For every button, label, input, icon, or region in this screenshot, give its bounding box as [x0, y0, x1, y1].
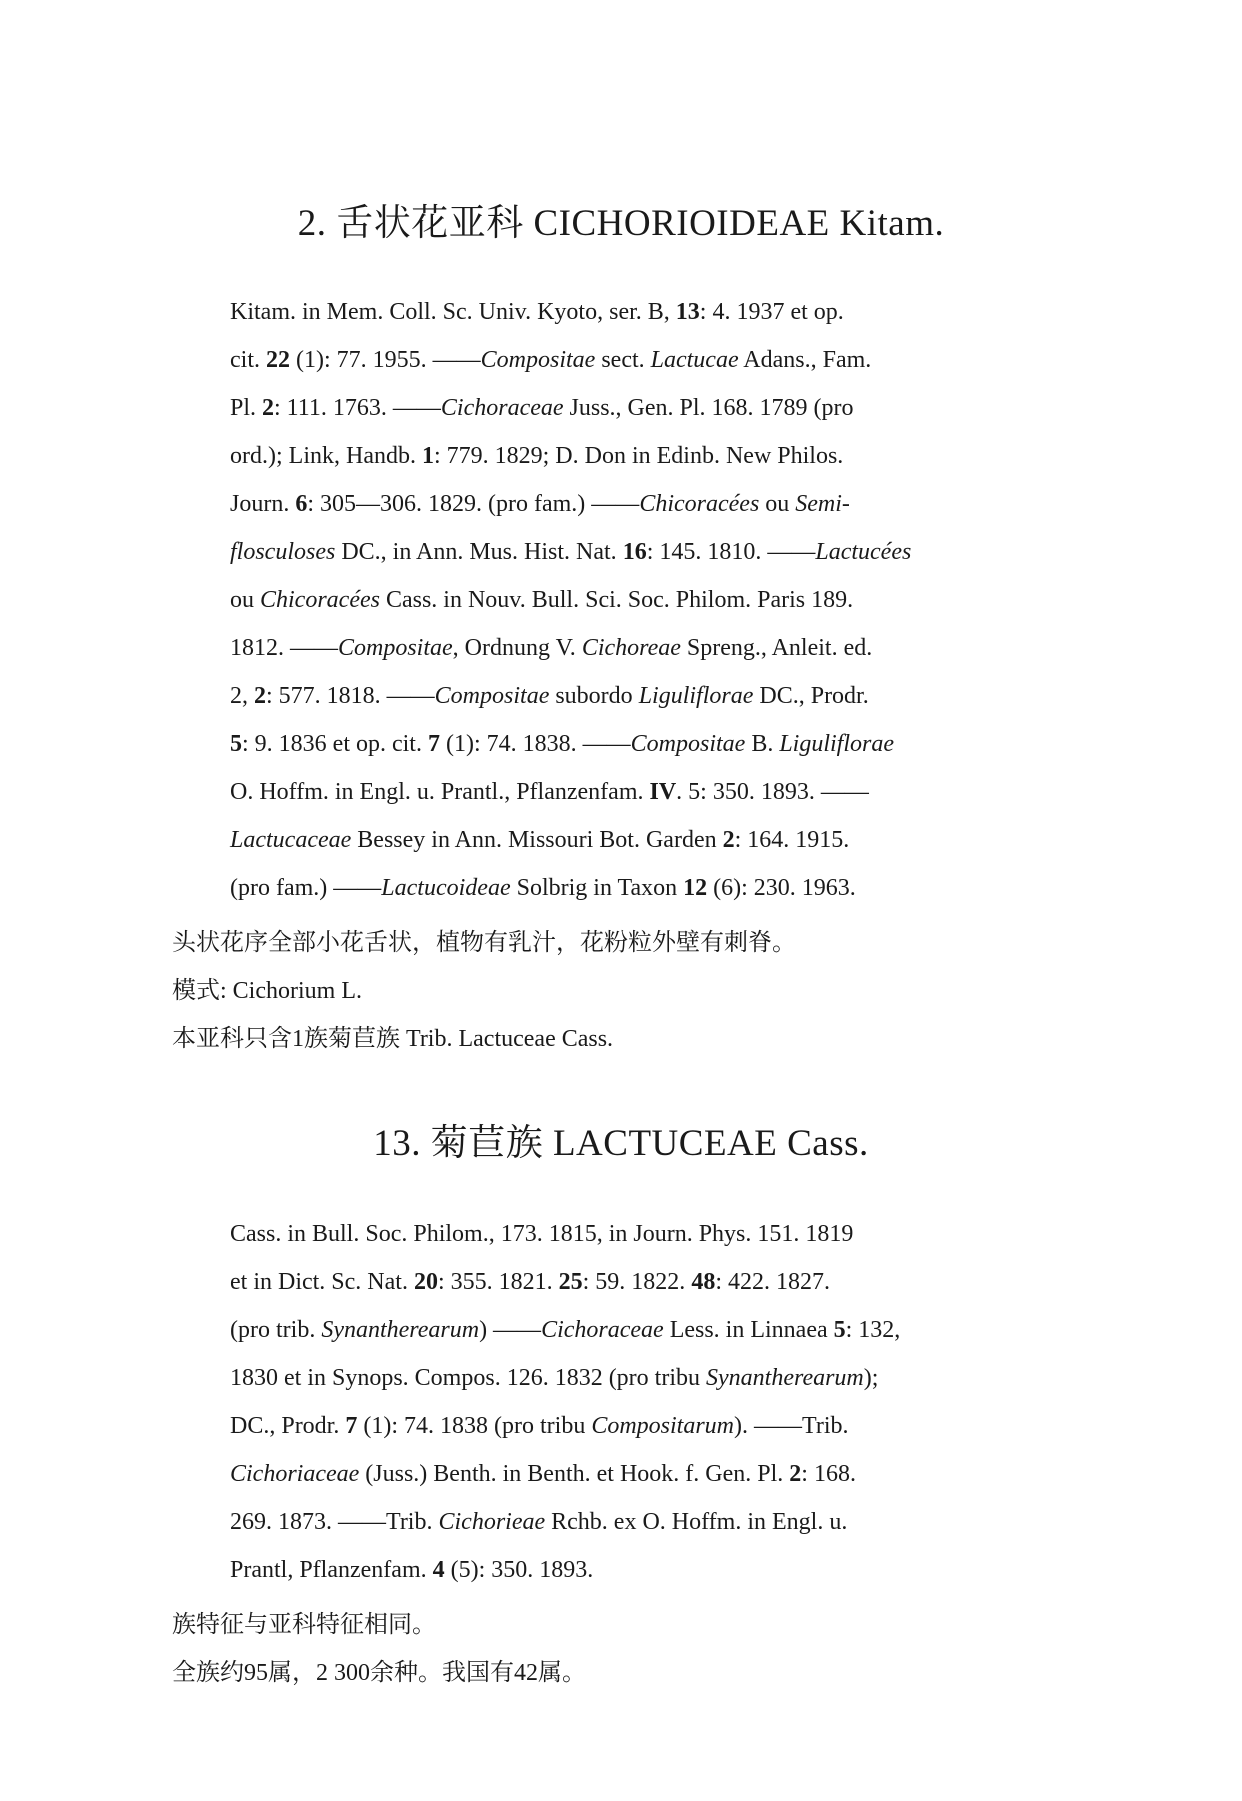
bibliography-run: Synantherearum — [321, 1317, 480, 1343]
subfamily-heading: 2. 舌状花亚科 CICHORIOIDEAE Kitam. — [297, 203, 945, 244]
bibliography-run: Rchb. ex O. Hoffm. in Engl. u. — [545, 1509, 848, 1535]
bibliography-run: Pl. — [230, 395, 263, 421]
bibliography-run: 269. 1873. ——Trib. — [230, 1509, 439, 1535]
bibliography-run: Synantherearum — [706, 1365, 864, 1391]
bibliography-run: Less. in Linnaea — [663, 1317, 834, 1343]
bibliography-run: Cichoraceae — [541, 1317, 664, 1343]
bibliography-run: 4 — [432, 1557, 445, 1583]
bibliography-run: cit. — [230, 347, 266, 373]
bibliography-line — [230, 1306, 1090, 1354]
bibliography-run: 25 — [558, 1269, 583, 1295]
bibliography-run: 6 — [295, 491, 308, 517]
tribe-bibliography — [230, 1210, 1090, 1594]
bibliography-run: : 132, — [845, 1317, 901, 1343]
bibliography-run: Liguliflorae — [638, 683, 754, 709]
bibliography-run: 16 — [622, 539, 647, 565]
bibliography-run: 7 — [427, 731, 440, 757]
bibliography-run: ) —— — [479, 1317, 542, 1343]
bibliography-run: Compositae — [480, 347, 596, 373]
bibliography-run: 5 — [833, 1317, 846, 1343]
bibliography-run: (pro trib. — [230, 1317, 322, 1343]
bibliography-run: Compositae — [630, 731, 746, 757]
bibliography-line — [230, 288, 1090, 336]
bibliography-run: Cass. in Bull. Soc. Philom., 173. 1815, in Journ. Phys. 151. 1819 — [230, 1221, 854, 1247]
bibliography-run: Compositarum — [591, 1413, 735, 1439]
bibliography-run: 7 — [345, 1413, 358, 1439]
bibliography-run: Journ. — [230, 491, 296, 517]
bibliography-line — [230, 1546, 1090, 1594]
bibliography-run: IV — [649, 779, 677, 805]
tribe-heading: 13. 菊苣族 LACTUCEAE Cass. — [373, 1123, 869, 1164]
bibliography-run: sect. — [595, 347, 651, 373]
bibliography-run: Compositae — [338, 635, 453, 661]
bibliography-line — [230, 480, 1090, 528]
bibliography-run: Cass. in Nouv. Bull. Sci. Soc. Philom. Paris 189. — [379, 587, 854, 613]
bibliography-run: 1812. —— — [230, 635, 338, 661]
bibliography-run: DC., in Ann. Mus. Hist. Nat. — [335, 539, 623, 565]
bibliography-run: Adans., Fam. — [738, 347, 872, 373]
bibliography-run: Cichoreae — [581, 635, 681, 661]
bibliography-run: (1): 74. 1838 (pro tribu — [357, 1413, 592, 1439]
bibliography-run: 2 — [262, 395, 275, 421]
bibliography-run: B. — [745, 731, 780, 757]
bibliography-run: Compositae — [434, 683, 550, 709]
bibliography-line — [230, 816, 1090, 864]
bibliography-run: : 422. 1827. — [715, 1269, 830, 1295]
bibliography-run: Solbrig in Taxon — [510, 875, 684, 901]
bibliography-line — [230, 1450, 1090, 1498]
bibliography-run: ou — [759, 491, 796, 517]
bibliography-line — [230, 672, 1090, 720]
subfamily-type: 模式: Cichorium L. — [172, 978, 362, 1004]
bibliography-run: 20 — [413, 1269, 438, 1295]
bibliography-run: 2 — [789, 1461, 802, 1487]
subfamily-bibliography — [230, 288, 1090, 912]
bibliography-line — [230, 1498, 1090, 1546]
bibliography-run: O. Hoffm. in Engl. u. Prantl., Pflanzenfam. — [230, 779, 650, 805]
bibliography-run: Cichoraceae — [440, 395, 564, 421]
bibliography-line — [230, 432, 1090, 480]
bibliography-run: 2 — [722, 827, 735, 853]
bibliography-run: 2 — [254, 683, 266, 709]
bibliography-run: (1): 77. 1955. —— — [290, 347, 481, 373]
bibliography-line — [230, 720, 1090, 768]
bibliography-line — [230, 624, 1090, 672]
subfamily-description: 头状花序全部小花舌状，植物有乳汁，花粉粒外壁有刺脊。 — [172, 930, 796, 956]
bibliography-run: et in Dict. Sc. Nat. — [230, 1269, 414, 1295]
bibliography-run: (5): 350. 1893. — [444, 1557, 594, 1583]
bibliography-line — [230, 864, 1090, 912]
bibliography-run: Lactucées — [815, 539, 912, 565]
bibliography-run: Kitam. in Mem. Coll. Sc. Univ. Kyoto, ser. B, — [230, 299, 676, 325]
bibliography-run: : 305—306. 1829. (pro fam.) —— — [307, 491, 640, 517]
bibliography-run: 5 — [230, 731, 242, 757]
bibliography-line — [230, 384, 1090, 432]
bibliography-run: ou — [230, 587, 260, 613]
bibliography-run: Lactucaceae — [230, 827, 352, 853]
bibliography-run: 13 — [675, 299, 700, 325]
bibliography-run: Lactucoideae — [381, 875, 511, 901]
bibliography-run: Spreng., Anleit. ed. — [680, 635, 873, 661]
bibliography-line — [230, 1402, 1090, 1450]
bibliography-run: , Ordnung V. — [452, 635, 582, 661]
bibliography-run: DC., Prodr. — [230, 1413, 346, 1439]
tribe-description: 族特征与亚科特征相同。 — [172, 1612, 436, 1638]
bibliography-run: (Juss.) Benth. in Benth. et Hook. f. Gen. Pl. — [359, 1461, 790, 1487]
bibliography-run: DC., Prodr. — [753, 683, 869, 709]
bibliography-run: (pro fam.) —— — [230, 875, 382, 901]
bibliography-run: : 9. 1836 et op. cit. — [242, 731, 428, 757]
bibliography-run: Liguliflorae — [779, 731, 895, 757]
bibliography-run: ); — [863, 1365, 879, 1391]
bibliography-run: Lactucae — [650, 347, 739, 373]
bibliography-run: : 168. — [801, 1461, 856, 1487]
bibliography-run: : 59. 1822. — [582, 1269, 692, 1295]
bibliography-line — [230, 336, 1090, 384]
bibliography-line — [230, 1354, 1090, 1402]
bibliography-run: Bessey in Ann. Missouri Bot. Garden — [351, 827, 723, 853]
bibliography-run: : 145. 1810. —— — [646, 539, 816, 565]
bibliography-run: : 779. 1829; D. Don in Edinb. New Philos. — [433, 443, 844, 469]
bibliography-run: (1): 74. 1838. —— — [439, 731, 631, 757]
bibliography-run: 12 — [683, 875, 708, 901]
bibliography-line — [230, 576, 1090, 624]
bibliography-run: : 577. 1818. —— — [266, 683, 435, 709]
bibliography-line — [230, 768, 1090, 816]
bibliography-run: 2, — [230, 683, 254, 709]
bibliography-run: Prantl, Pflanzenfam. — [230, 1557, 433, 1583]
bibliography-line — [230, 1210, 1090, 1258]
bibliography-run: ord.); Link, Handb. — [230, 443, 422, 469]
subfamily-note: 本亚科只含1族菊苣族 Trib. Lactuceae Cass. — [172, 1026, 614, 1052]
bibliography-line — [230, 1258, 1090, 1306]
bibliography-run: 48 — [691, 1269, 716, 1295]
bibliography-run: flosculoses — [230, 539, 336, 565]
bibliography-run: Chicoracées — [639, 491, 760, 517]
bibliography-run: : 355. 1821. — [437, 1269, 559, 1295]
bibliography-run: Chicoracées — [260, 587, 380, 613]
bibliography-run: (6): 230. 1963. — [707, 875, 856, 901]
bibliography-run: ). ——Trib. — [734, 1413, 849, 1439]
bibliography-run: Semi- — [795, 491, 850, 517]
bibliography-run: . 5: 350. 1893. —— — [676, 779, 869, 805]
bibliography-line — [230, 528, 1090, 576]
bibliography-run: 1 — [421, 443, 434, 469]
bibliography-run: Cichorieae — [438, 1509, 546, 1535]
bibliography-run: Cichoriaceae — [230, 1461, 360, 1487]
bibliography-run: : 4. 1937 et op. — [699, 299, 844, 325]
bibliography-run: 22 — [266, 347, 290, 373]
bibliography-run: : 111. 1763. —— — [274, 395, 441, 421]
bibliography-run: subordo — [549, 683, 639, 709]
bibliography-run: : 164. 1915. — [734, 827, 850, 853]
tribe-note: 全族约95属，2 300余种。我国有42属。 — [172, 1660, 586, 1686]
bibliography-run: Juss., Gen. Pl. 168. 1789 (pro — [563, 395, 854, 421]
bibliography-run: 1830 et in Synops. Compos. 126. 1832 (pro tribu — [230, 1365, 707, 1391]
